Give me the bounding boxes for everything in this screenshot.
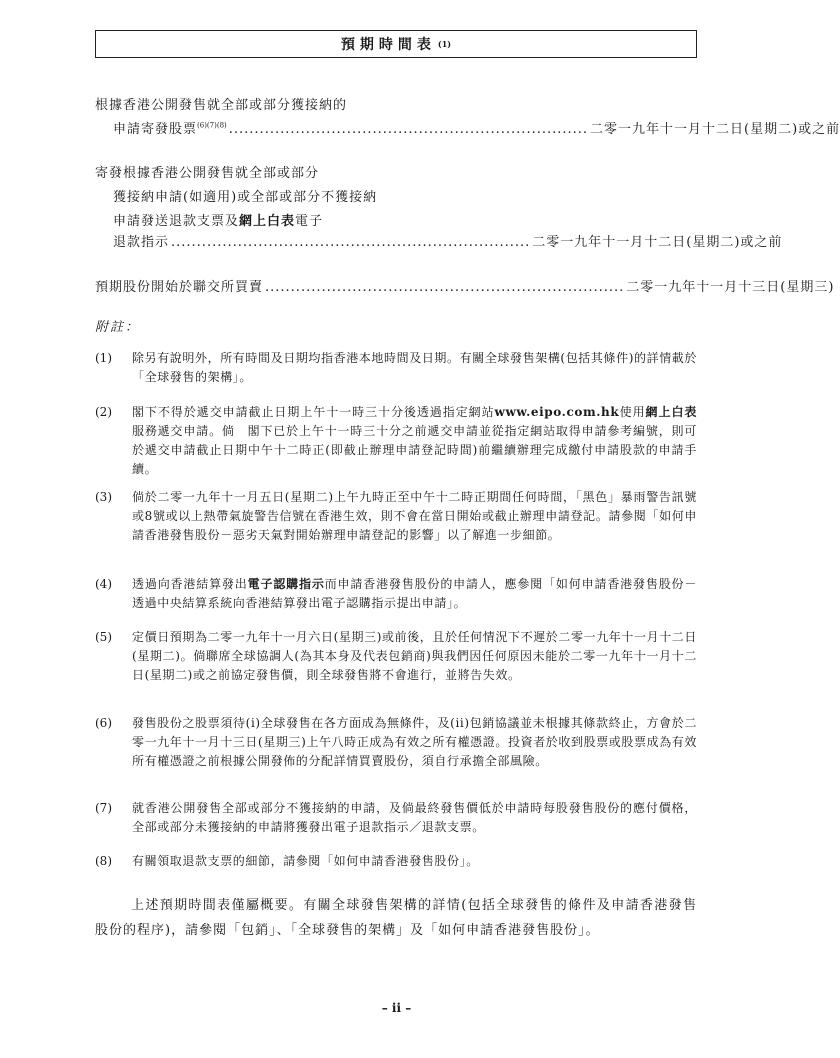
note-text: 就香港公開發售全部或部分不獲接納的申請，及倘最終發售價低於申請時每股發售股份的應付價格，全部或部分未獲接納的申請將獲發出電子退款指示／退款支票。 [132, 801, 697, 834]
note-text: 發售股份之股票須待(i)全球發售在各方面成為無條件，及(ii)包銷協議並未根據其條款終止，方會於二零一九年十一月十三日(星期三)上午八時正成為有效之所有權憑證。投資者於收到股票或股票成為有效所有權憑證之前根據公開發佈的分配詳情買賣股份，須自行承擔全部風險。 [132, 716, 697, 768]
note-text: 有關領取退款支票的細節，請參閱「如何申請香港發售股份」。 [132, 854, 479, 868]
note-text: 倘於二零一九年十一月五日(星期二)上午九時正至中午十二時正期間任何時間，「黑色」暴雨警告訊號或8號或以上熱帶氣旋警告信號在香港生效，則不會在當日開始或截止辦理申請登記。請參閱「如何申請香港發售股份－惡劣天氣對開始辦理申請登記的影響」以了解進一步細節。 [132, 490, 697, 542]
row2-line3-text: 申請發送退款支票及 [113, 214, 240, 229]
note-item [95, 799, 697, 837]
note-text: 除另有說明外，所有時間及日期均指香港本地時間及日期。有關全球發售架構(包括其條件)的詳情載於「全球發售的架構」。 [132, 351, 697, 384]
leader-dots: ...................................................................... [171, 235, 531, 250]
timetable-row2-label: 退款指示 [113, 235, 170, 250]
timetable-row3-label: 預期股份開始於聯交所買賣 [95, 280, 264, 295]
note-number: (4) [95, 577, 112, 591]
note-item [95, 852, 697, 871]
note2-text-c: 服務遞交申請。倘 閣下已於上午十一時三十分之前遞交申請並從指定網站取得申請參考編號，則可於遞交申請截止日期中午十二時正(即截止辦理申請登記時間)前繼續辦理完成繳付申請股款的申請手續。 [132, 424, 697, 476]
note2-text-b: 使用 [619, 405, 646, 419]
note-number: (2) [95, 405, 112, 419]
note-number: (8) [95, 854, 112, 868]
timetable-row2-date: 二零一九年十一月十二日(星期二)或之前 [532, 235, 783, 250]
note-number: (3) [95, 490, 112, 504]
summary-paragraph: 上述預期時間表僅屬概要。有關全球發售架構的詳情(包括全球發售的條件及申請香港發售股份的程序)，請參閱「包銷」、「全球發售的架構」及「如何申請香港發售股份」。 [95, 898, 697, 938]
timetable-row1-label [113, 118, 227, 137]
note-text [132, 403, 697, 479]
eipo-website-link[interactable]: www.eipo.com.hk [494, 405, 620, 419]
note2-text-a: 閣下不得於遞交申請截止日期上午十一時三十分後透過指定網站 [132, 405, 495, 419]
timetable-row1-entry [113, 118, 840, 137]
note2-bold: 網上白表 [645, 405, 697, 419]
timetable-row3-date: 二零一九年十一月十三日(星期三) [626, 280, 835, 295]
note-text [132, 575, 697, 613]
title-text: 預期時間表 [340, 37, 436, 53]
notes-heading: 附註： [95, 320, 141, 335]
note-number: (6) [95, 716, 112, 730]
note4-text-a: 透過向香港結算發出 [132, 577, 248, 591]
note-item [95, 575, 697, 613]
note-text: 定價日預期為二零一九年十一月六日(星期三)或前後，且於任何情況下不遲於二零一九年十一月十二日(星期二)。倘聯席全球協調人(為其本身及代表包銷商)與我們因任何原因未能於二零一九年十一月十二日(星期二)或之前協定發售價，則全球發售將不會進行，並將告失效。 [132, 630, 697, 682]
note-number: (1) [95, 351, 112, 365]
note-item [95, 488, 697, 545]
note-item [95, 349, 697, 387]
note-number: (7) [95, 801, 112, 815]
page-title [95, 30, 697, 58]
timetable-row2-line3 [113, 210, 323, 229]
page-number: – ii – [381, 1001, 412, 1015]
note-item [95, 714, 697, 771]
note4-bold: 電子認購指示 [247, 577, 325, 591]
title-footnote-ref: (1) [437, 39, 452, 49]
timetable-row2-line2: 獲接納申請(如適用)或全部或部分不獲接納 [113, 190, 378, 205]
timetable-row3-entry [95, 276, 835, 295]
note-number: (5) [95, 630, 112, 644]
row2-line3-tail: 電子 [295, 214, 324, 229]
timetable-row1-date: 二零一九年十一月十二日(星期二)或之前 [590, 122, 840, 137]
timetable-row2-line1: 寄發根據香港公開發售就全部或部分 [95, 166, 320, 181]
leader-dots: ...................................................................... [265, 280, 625, 295]
note-item [95, 403, 697, 479]
timetable-row2-entry [113, 231, 783, 250]
note4-text-b: 而申請香港發售股份的申請人，應參閱「如何申請香港發售股份－透過中央結算系統向香港結算發出電子認購指示提出申請」。 [132, 577, 697, 610]
note-item [95, 628, 697, 685]
row2-line3-bold: 網上白表 [239, 214, 296, 229]
row1-footnote-ref: (6)(7)(8) [197, 121, 227, 130]
row1-label-text: 申請寄發股票 [113, 122, 198, 137]
timetable-row1-line1: 根據香港公開發售就全部或部分獲接納的 [95, 98, 348, 113]
leader-dots: ...................................................................... [228, 122, 589, 137]
